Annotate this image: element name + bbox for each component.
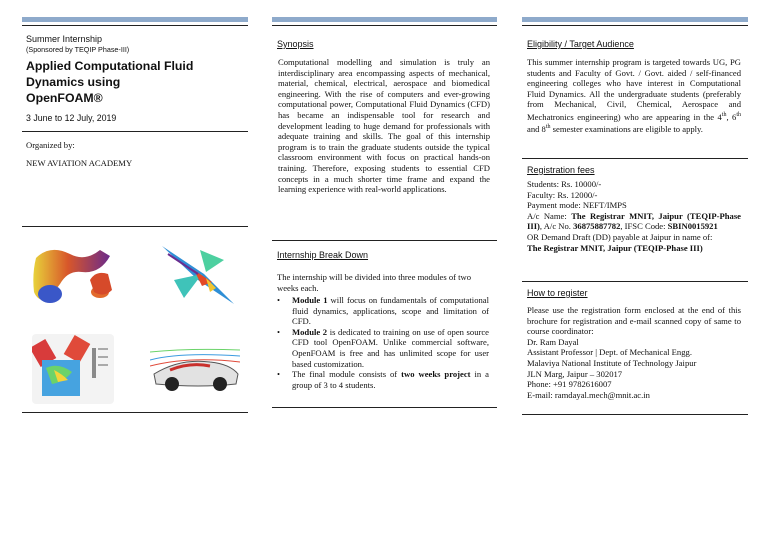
fees-heading: Registration fees — [527, 165, 595, 175]
page-title-line1: Applied Computational Fluid — [26, 59, 194, 73]
coordinator-name: Dr. Ram Dayal — [527, 336, 579, 347]
ifsc-label: , IFSC Code: — [620, 221, 668, 232]
register-block — [527, 305, 741, 400]
eligibility-text-part4: semester examinations are eligible to apply. — [550, 124, 703, 135]
account-number-label: , A/c No. — [539, 221, 574, 232]
coordinator-address: JLN Marg, Jaipur – 302017 — [527, 368, 623, 379]
demand-draft-note: OR Demand Draft (DD) payable at Jaipur in name of: — [527, 231, 713, 242]
column3-rule-2 — [522, 281, 748, 282]
column2-bottom-rule — [272, 407, 497, 408]
column2-top-rule — [272, 25, 497, 26]
eligibility-text-part3: and 8 — [527, 124, 546, 135]
ifsc-code: SBIN0015921 — [667, 221, 718, 232]
eligibility-text-part1: This summer internship program is targeted towards UG, PG students and Faculty of Govt. / Govt. aided / self-financed engineering colleges who have interest in Computational Fluid Dynamics. All the undergraduate students (preferably from Mechanical, Civil, Chemical, Aerospace and Mechatronics engineering) who are appearing in the 4 — [527, 57, 741, 122]
account-details — [527, 211, 741, 232]
eligibility-text — [527, 57, 741, 135]
column1-dates-rule — [22, 131, 248, 132]
synopsis-text: Computational modelling and simulation is truly an interdisciplinary area encompassing aspects of mechanical, material, chemical, electrical, aerospace and biomedical engineering. With the rise of computers and ever-growing computational power, Computational Fluid Dynamics (CFD) has became an indispensable tool for research and development leading to huge demand for professionals with adequate training and skills. The goal of this internship program is to train the graduate students outside the typical classroom environment with focus on practical hands-on training. Therefore, exposing students to essential CFD concepts in a much shorter time frame and expand the learning experience with real-world applications. — [278, 57, 490, 195]
breakdown-heading: Internship Break Down — [277, 250, 369, 260]
module-3-item — [275, 369, 489, 390]
column1-bottom-rule — [22, 412, 248, 413]
synopsis-heading: Synopsis — [277, 39, 314, 49]
page-title-line3: OpenFOAM® — [26, 91, 103, 105]
page-title-line2: Dynamics using — [26, 75, 121, 89]
fee-students: Students: Rs. 10000/- — [527, 179, 602, 189]
fees-block — [527, 179, 741, 253]
demand-draft-payee-name: The Registrar MNIT, Jaipur (TEQIP-Phase III) — [527, 242, 703, 253]
module-list — [275, 295, 489, 390]
column3-top-bar — [522, 17, 748, 22]
coordinator-designation: Assistant Professor | Dept. of Mechanical Engg. — [527, 347, 692, 358]
account-name: The Registrar MNIT, Jaipur (TEQIP-Phase III) — [527, 210, 741, 232]
coordinator-institute: Malaviya National Institute of Technology Jaipur — [527, 357, 697, 368]
engine-port-cfd-image — [32, 334, 114, 404]
column1-top-rule — [22, 25, 248, 26]
coordinator-phone: Phone: +91 9782616007 — [527, 379, 612, 390]
eligibility-heading: Eligibility / Target Audience — [527, 39, 634, 49]
module-1-label: Module 1 — [292, 295, 328, 305]
column3-top-rule — [522, 25, 748, 26]
register-heading: How to register — [527, 288, 588, 298]
sponsor-note: (Sponsored by TEQIP Phase-III) — [26, 45, 130, 54]
exhaust-manifold-cfd-image — [30, 240, 118, 310]
module-3-text-pre: The final module consists of — [292, 369, 402, 380]
breakdown-intro: The internship will be divided into three modules of two weeks each. — [277, 272, 472, 293]
module-3-project: two weeks project — [401, 369, 471, 380]
eligibility-sup3: th — [545, 124, 551, 131]
register-instructions: Please use the registration form enclosed at the end of this brochure for registration and e-mail scanned copy of same to course coordinator: — [527, 305, 741, 337]
module-1-item — [275, 295, 489, 327]
column2-top-bar — [272, 17, 497, 22]
column3-rule-1 — [522, 158, 748, 159]
module-2-label: Module 2 — [292, 326, 328, 337]
column3-bottom-rule — [522, 414, 748, 415]
account-number: 36875887782 — [573, 221, 621, 232]
module-3-text-post: in a group of 3 to 4 students. — [292, 369, 489, 390]
internship-kicker: Summer Internship — [26, 34, 103, 44]
column1-images-top-rule — [22, 226, 248, 227]
eligibility-sup2: th — [736, 111, 742, 118]
fee-faculty: Faculty: Rs. 12000/- — [527, 189, 598, 200]
account-name-label: A/c Name: — [527, 210, 572, 221]
payment-mode: Payment mode: NEFT/IMPS — [527, 200, 627, 211]
eligibility-sup1: th — [721, 111, 727, 118]
demand-draft-payee — [527, 243, 741, 254]
module-1-text: will focus on fundamentals of computational fluid dynamics, applications, scope and limitation of CFD. — [292, 295, 489, 327]
module-2-text: is dedicated to training on use of open source CFD tool OpenFOAM. Unlike commercial software, OpenFOAM is free and has unlimited scope for user based customization. — [292, 326, 489, 369]
organizer-name: NEW AVIATION ACADEMY — [26, 158, 133, 168]
eligibility-text-part2: , 6 — [726, 111, 737, 122]
fighter-jet-cfd-image — [154, 240, 240, 312]
internship-dates: 3 June to 12 July, 2019 — [26, 113, 117, 123]
column1-top-bar — [22, 17, 248, 22]
race-car-cfd-image — [150, 340, 240, 396]
coordinator-email[interactable]: E-mail: ramdayal.mech@mnit.ac.in — [527, 389, 650, 400]
column2-mid-rule — [272, 240, 497, 241]
module-2-item — [275, 327, 489, 369]
organized-by-label: Organized by: — [26, 140, 75, 150]
